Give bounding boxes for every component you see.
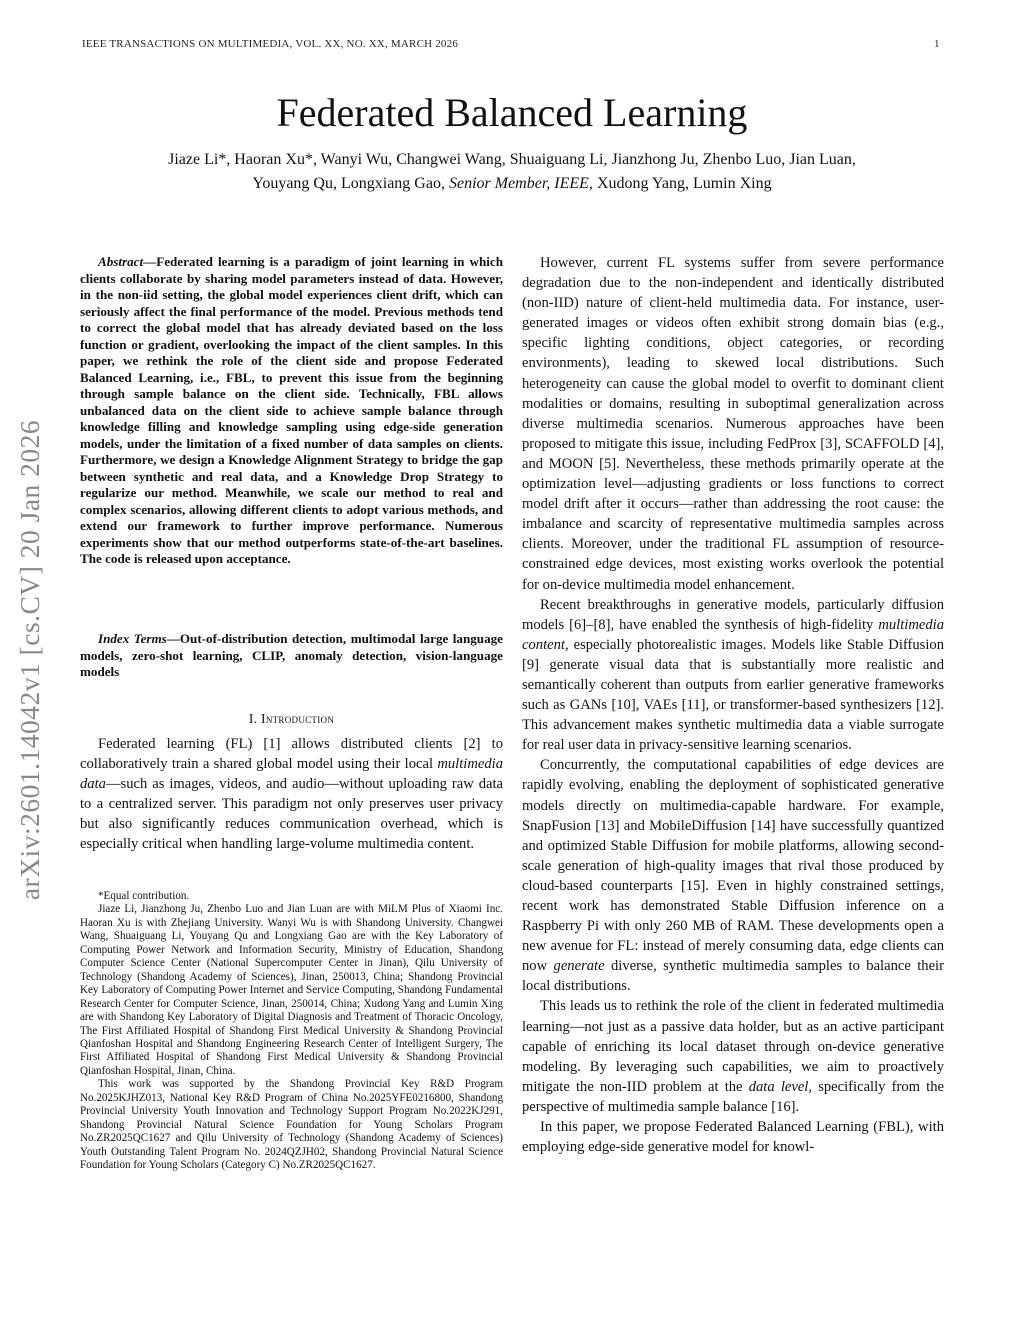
- p3-emphasis: generate: [553, 958, 605, 975]
- author-line-1: Jiaze Li*, Haoran Xu*, Wanyi Wu, Changwei Wang, Shuaiguang Li, Jianzhong Ju, Zhenbo Luo, Jian Luan,: [168, 151, 856, 168]
- footnotes: [80, 890, 503, 1173]
- footnote-equal: *Equal contribution.: [98, 890, 190, 902]
- footnote-affiliations: Jiaze Li, Jianzhong Ju, Zhenbo Luo and Jian Luan are with MiLM Plus of Xiaomi Inc. Haoran Xu is with Zhejiang University. Wanyi Wu is with Shandong University. Changwei Wang, Shuaiguang Li, Youyang Qu and Longxiang Gao are with the Key Laboratory of Computing Power Network and Information Security, Ministry of Education, Shandong Computer Science Center (National Supercomputer Center in Jinan), Qilu University of Technology (Shandong Academy of Sciences), Jinan, 250013, China; Shandong Provincial Key Laboratory of Computing Power Internet and Service Computing, Shandong Fundamental Research Center for Computer Science, Jinan, 250014, China; Xudong Yang and Lumin Xing are with Shandong Key Laboratory of Digital Diagnosis and Treatment of Thoracic Oncology, The First Affiliated Hospital of Shandong First Medical University & Shandong Provincial Qianfoshan Hospital and Shandong Engineering Research Center of Intelligent Surgery, The First Affiliated Hospital of Shandong First Medical University & Shandong Provincial Qianfoshan Hospital, Jinan, China.: [80, 903, 503, 1077]
- p3-text-a: Concurrently, the computational capabilities of edge devices are rapidly evolving, enabling the deployment of sophisticated generative models directly on multimedia-capable hardware. For example, SnapFusion [13] and MobileDiffusion [14] have successfully quantized and optimized Stable Diffusion for mobile platforms, allowing second-scale generation of high-quality images that rival those produced by cloud-based counterparts [15]. Even in highly constrained settings, recent work has demonstrated Stable Diffusion inference on a Raspberry Pi with only 260 MB of RAM. These developments open a new avenue for FL: instead of merely consuming data, edge clients can now: [522, 757, 944, 975]
- intro-emphasis: multimedia data: [80, 756, 503, 793]
- intro-text-b: —such as images, videos, and audio—without uploading raw data to a centralized server. This paradigm not only preserves user privacy but also significantly reduces communication overhead, which is especially critical when handling large-volume multimedia content.: [80, 776, 503, 853]
- section-number: I.: [248, 711, 258, 726]
- paper-title: Federated Balanced Learning: [276, 90, 748, 135]
- author-line-2: [70, 172, 954, 196]
- paragraph-4: [522, 996, 944, 1117]
- abstract-label: Abstract: [98, 254, 144, 269]
- p4-text-b: , specifically from the perspective of multimedia sample balance [16].: [522, 1078, 945, 1115]
- index-terms: [80, 631, 503, 681]
- paragraph-1: However, current FL systems suffer from severe performance degradation due to the non-independent and identically distributed (non-IID) nature of client-held multimedia data. For instance, user-generated images or videos often exhibit strong domain bias (e.g., specific lighting conditions, object categories, or recording environments), leading to skewed local distributions. Such heterogeneity can cause the global model to overfit to dominant client modalities or domains, resulting in suboptimal generalization across diverse multimedia scenarios. Numerous approaches have been proposed to mitigate this issue, including FedProx [3], SCAFFOLD [4], and MOON [5]. Nevertheless, these methods primarily operate at the optimization level—adjusting gradients or loss functions to correct model drift after it occurs—rather than addressing the root cause: the imbalance and scarcity of representative multimedia samples across clients. Moreover, under the traditional FL assumption of resource-constrained edge devices, most existing works overlook the potential for on-device multimedia model enhancement.: [522, 255, 944, 593]
- p2-emphasis: multimedia content: [522, 616, 944, 653]
- index-terms-label: Index Terms: [98, 631, 167, 646]
- paragraph-3: [522, 755, 944, 996]
- right-column: [522, 253, 944, 1157]
- arxiv-stamp: arXiv:2601.14042v1 [cs.CV] 20 Jan 2026: [14, 419, 45, 901]
- abstract: [80, 254, 503, 568]
- intro-paragraph: [80, 734, 503, 855]
- paragraph-5: In this paper, we propose Federated Balanced Learning (FBL), with employing edge-side generative model for knowl-: [522, 1119, 944, 1156]
- author-list: [70, 148, 954, 196]
- intro-text-a: Federated learning (FL) [1] allows distributed clients [2] to collaboratively train a shared global model using their local: [80, 736, 503, 773]
- p4-text-a: This leads us to rethink the role of the client in federated multimedia learning—not just as a passive data holder, but as an active participant capable of enriching its local dataset through on-device generative modeling. By leveraging such capabilities, we aim to proactively mitigate the non-IID problem at the: [522, 998, 944, 1095]
- index-terms-text: —Out-of-distribution detection, multimodal large language models, zero-shot learning, CLIP, anomaly detection, vision-language models: [80, 631, 503, 679]
- page-number: 1: [934, 38, 940, 50]
- author-line-2-before: Youyang Qu, Longxiang Gao,: [252, 175, 449, 192]
- footnote-funding: This work was supported by the Shandong Provincial Key R&D Program No.2025KJHZ013, National Key R&D Program of China No.2025YFE0216800, Shandong Provincial University Youth Innovation and Technology Support Program No.2022KJ291, Shandong Provincial Natural Science Foundation for Young Scholars Program No.ZR2025QC1627 and Qilu University of Technology (Shandong Academy of Sciences) Youth Outstanding Talent Program No. 2024QZJH02, Shandong Provincial Natural Science Foundation for Young Scholars (Category C) No.ZR2025QC1627.: [80, 1078, 503, 1172]
- p3-text-b: diverse, synthetic multimedia samples to balance their local distributions.: [522, 958, 944, 995]
- p2-text-a: Recent breakthroughs in generative models, particularly diffusion models [6]–[8], have enabled the synthesis of high-fidelity: [522, 596, 944, 633]
- author-line-2-after: Xudong Yang, Lumin Xing: [592, 175, 772, 192]
- paragraph-2: [522, 595, 944, 756]
- p2-text-b: , especially photorealistic images. Models like Stable Diffusion [9] generate visual data that is substantially more realistic and semantically coherent than outputs from earlier generative frameworks such as GANs [10], VAEs [11], or transformer-based synthesizers [12]. This advancement makes synthetic multimedia data a viable surrogate for real user data in privacy-sensitive learning scenarios.: [522, 636, 944, 754]
- abstract-text: —Federated learning is a paradigm of joint learning in which clients collaborate by sharing model parameters instead of data. However, in the non-iid setting, the global model experiences client drift, which can seriously affect the final performance of the model. Previous methods tend to correct the global model that has already deviated based on the loss function or gradient, overlooking the impact of the client samples. In this paper, we rethink the role of the client side and propose Federated Balanced Learning, i.e., FBL, to prevent this issue from the beginning through sample balance on the client side. Technically, FBL allows unbalanced data on the client side to achieve sample balance through knowledge filling and knowledge sampling using edge-side generation models, under the limitation of a fixed number of data samples on clients. Furthermore, we design a Knowledge Alignment Strategy to bridge the gap between synthetic and real data, and a Knowledge Drop Strategy to regularize our method. Meanwhile, we scale our method to real and complex scenarios, allowing different clients to adopt various methods, and extend our framework to further improve performance. Numerous experiments show that our method outperforms state-of-the-art baselines. The code is released upon acceptance.: [80, 254, 503, 566]
- author-role: Senior Member, IEEE,: [448, 175, 593, 192]
- journal-header: IEEE TRANSACTIONS ON MULTIMEDIA, VOL. XX, NO. XX, MARCH 2026: [82, 38, 459, 50]
- section-title: Introduction: [261, 711, 335, 726]
- section-heading: [80, 711, 503, 727]
- arxiv-stamp-container: [0, 0, 60, 1325]
- p4-emphasis: data level: [748, 1078, 809, 1095]
